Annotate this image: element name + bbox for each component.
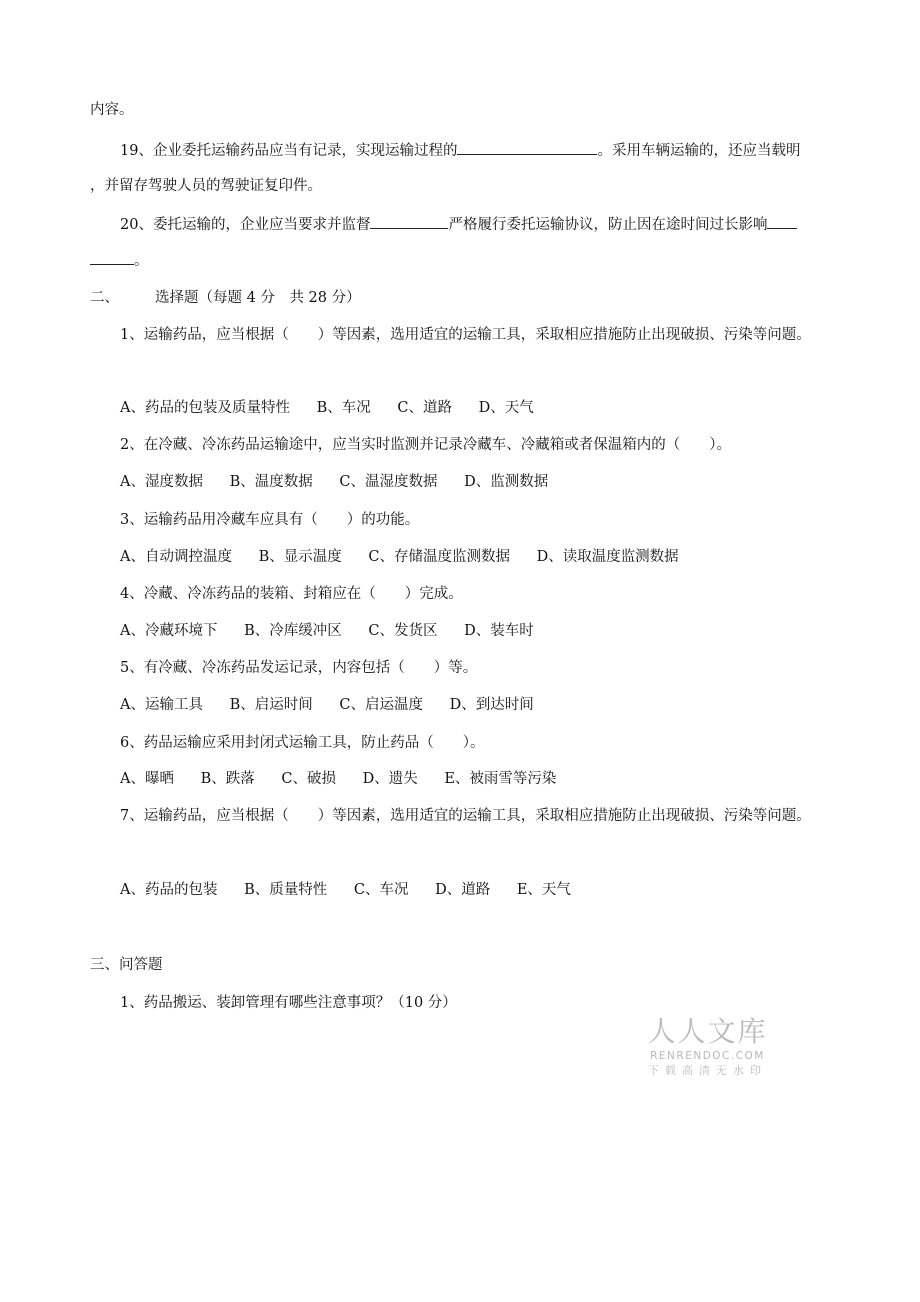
mc-options-5 — [120, 695, 556, 715]
renrendoc-watermark — [640, 1015, 775, 1079]
option-b: B、启运时间 — [229, 697, 313, 713]
mc-question-2: 2、在冷藏、冷冻药品运输途中，应当实时监测并记录冷藏车、冷藏箱或者保温箱内的（ ）。 — [120, 437, 731, 453]
option-d: D、到达时间 — [449, 697, 534, 713]
option-e: E、被雨雪等污染 — [444, 771, 557, 787]
section-3-heading: 三、问答题 — [90, 957, 163, 973]
option-c: C、道路 — [397, 400, 452, 416]
option-a: A、冷藏环境下 — [120, 623, 218, 639]
question-19 — [120, 140, 800, 161]
answer-blank — [767, 214, 797, 229]
section-2-title: 选择题（每题 4 分 共 28 分） — [155, 290, 361, 306]
mc-question-7: 7、运输药品，应当根据（ ）等因素，选用适宜的运输工具，采取相应措施防止出现破损、污染等问题。 — [120, 808, 811, 824]
option-d: D、道路 — [435, 882, 491, 898]
option-b: B、车况 — [316, 400, 371, 416]
mc-question-4: 4、冷藏、冷冻药品的装箱、封箱应在（ ）完成。 — [120, 586, 463, 602]
answer-blank — [370, 214, 448, 229]
question-20-continuation — [90, 250, 149, 271]
question-20-text-mid: 严格履行委托运输协议，防止因在途时间过长影响 — [448, 217, 768, 233]
option-a: A、药品的包装及质量特性 — [120, 400, 290, 416]
option-b: B、温度数据 — [229, 474, 313, 490]
option-b: B、质量特性 — [244, 882, 328, 898]
watermark-tagline: 下载高清无水印 — [648, 1064, 767, 1077]
mc-question-6: 6、药品运输应采用封闭式运输工具，防止药品（ ）。 — [120, 735, 485, 751]
mc-options-2 — [120, 472, 570, 492]
essay-question-1: 1、药品搬运、装卸管理有哪些注意事项？（10 分） — [120, 995, 457, 1011]
mc-question-1: 1、运输药品，应当根据（ ）等因素，选用适宜的运输工具，采取相应措施防止出现破损、污染等问题。 — [120, 327, 811, 343]
mc-options-3 — [120, 547, 701, 567]
mc-options-1 — [120, 398, 556, 418]
question-19-continuation: ，并留存驾驶人员的驾驶证复印件。 — [90, 178, 322, 194]
option-d: D、监测数据 — [464, 474, 549, 490]
section-2-number: 二、 — [90, 290, 119, 306]
option-d: D、装车时 — [464, 623, 534, 639]
option-d: D、遗失 — [362, 771, 418, 787]
option-c: C、发货区 — [368, 623, 438, 639]
option-a: A、运输工具 — [120, 697, 203, 713]
option-b: B、冷库缓冲区 — [244, 623, 342, 639]
option-e: E、天气 — [516, 882, 571, 898]
mc-options-6 — [120, 769, 578, 789]
previous-question-tail: 内容。 — [90, 102, 134, 118]
question-20-text: 20、委托运输的，企业应当要求并监督 — [120, 217, 371, 233]
watermark-brand: 人人文库 — [647, 1015, 768, 1048]
option-c: C、破损 — [281, 771, 336, 787]
option-d: D、天气 — [478, 400, 534, 416]
option-b: B、显示温度 — [258, 549, 342, 565]
option-c: C、车况 — [353, 882, 409, 898]
option-a: A、自动调控温度 — [120, 549, 232, 565]
option-c: C、启运温度 — [339, 697, 423, 713]
answer-blank — [90, 250, 134, 265]
option-d: D、读取温度监测数据 — [536, 549, 679, 565]
option-c: C、温湿度数据 — [339, 474, 438, 490]
option-a: A、湿度数据 — [120, 474, 203, 490]
mc-question-5: 5、有冷藏、冷冻药品发运记录，内容包括（ ）等。 — [120, 660, 478, 676]
option-c: C、存储温度监测数据 — [368, 549, 510, 565]
mc-options-4 — [120, 621, 556, 641]
section-2-heading — [90, 288, 361, 308]
question-20-text-end: 。 — [134, 253, 149, 269]
question-20 — [120, 214, 797, 235]
question-19-text: 19、企业委托运输药品应当有记录，实现运输过程的 — [120, 143, 458, 159]
mc-question-3: 3、运输药品用冷藏车应具有（ ）的功能。 — [120, 512, 420, 528]
option-a: A、曝晒 — [120, 771, 174, 787]
option-a: A、药品的包装 — [120, 882, 218, 898]
watermark-url: RENRENDOC.COM — [650, 1050, 765, 1062]
question-19-text-after: 。采用车辆运输的，还应当载明 — [597, 143, 801, 159]
mc-options-7 — [120, 880, 593, 900]
answer-blank — [457, 140, 597, 155]
option-b: B、跌落 — [200, 771, 255, 787]
